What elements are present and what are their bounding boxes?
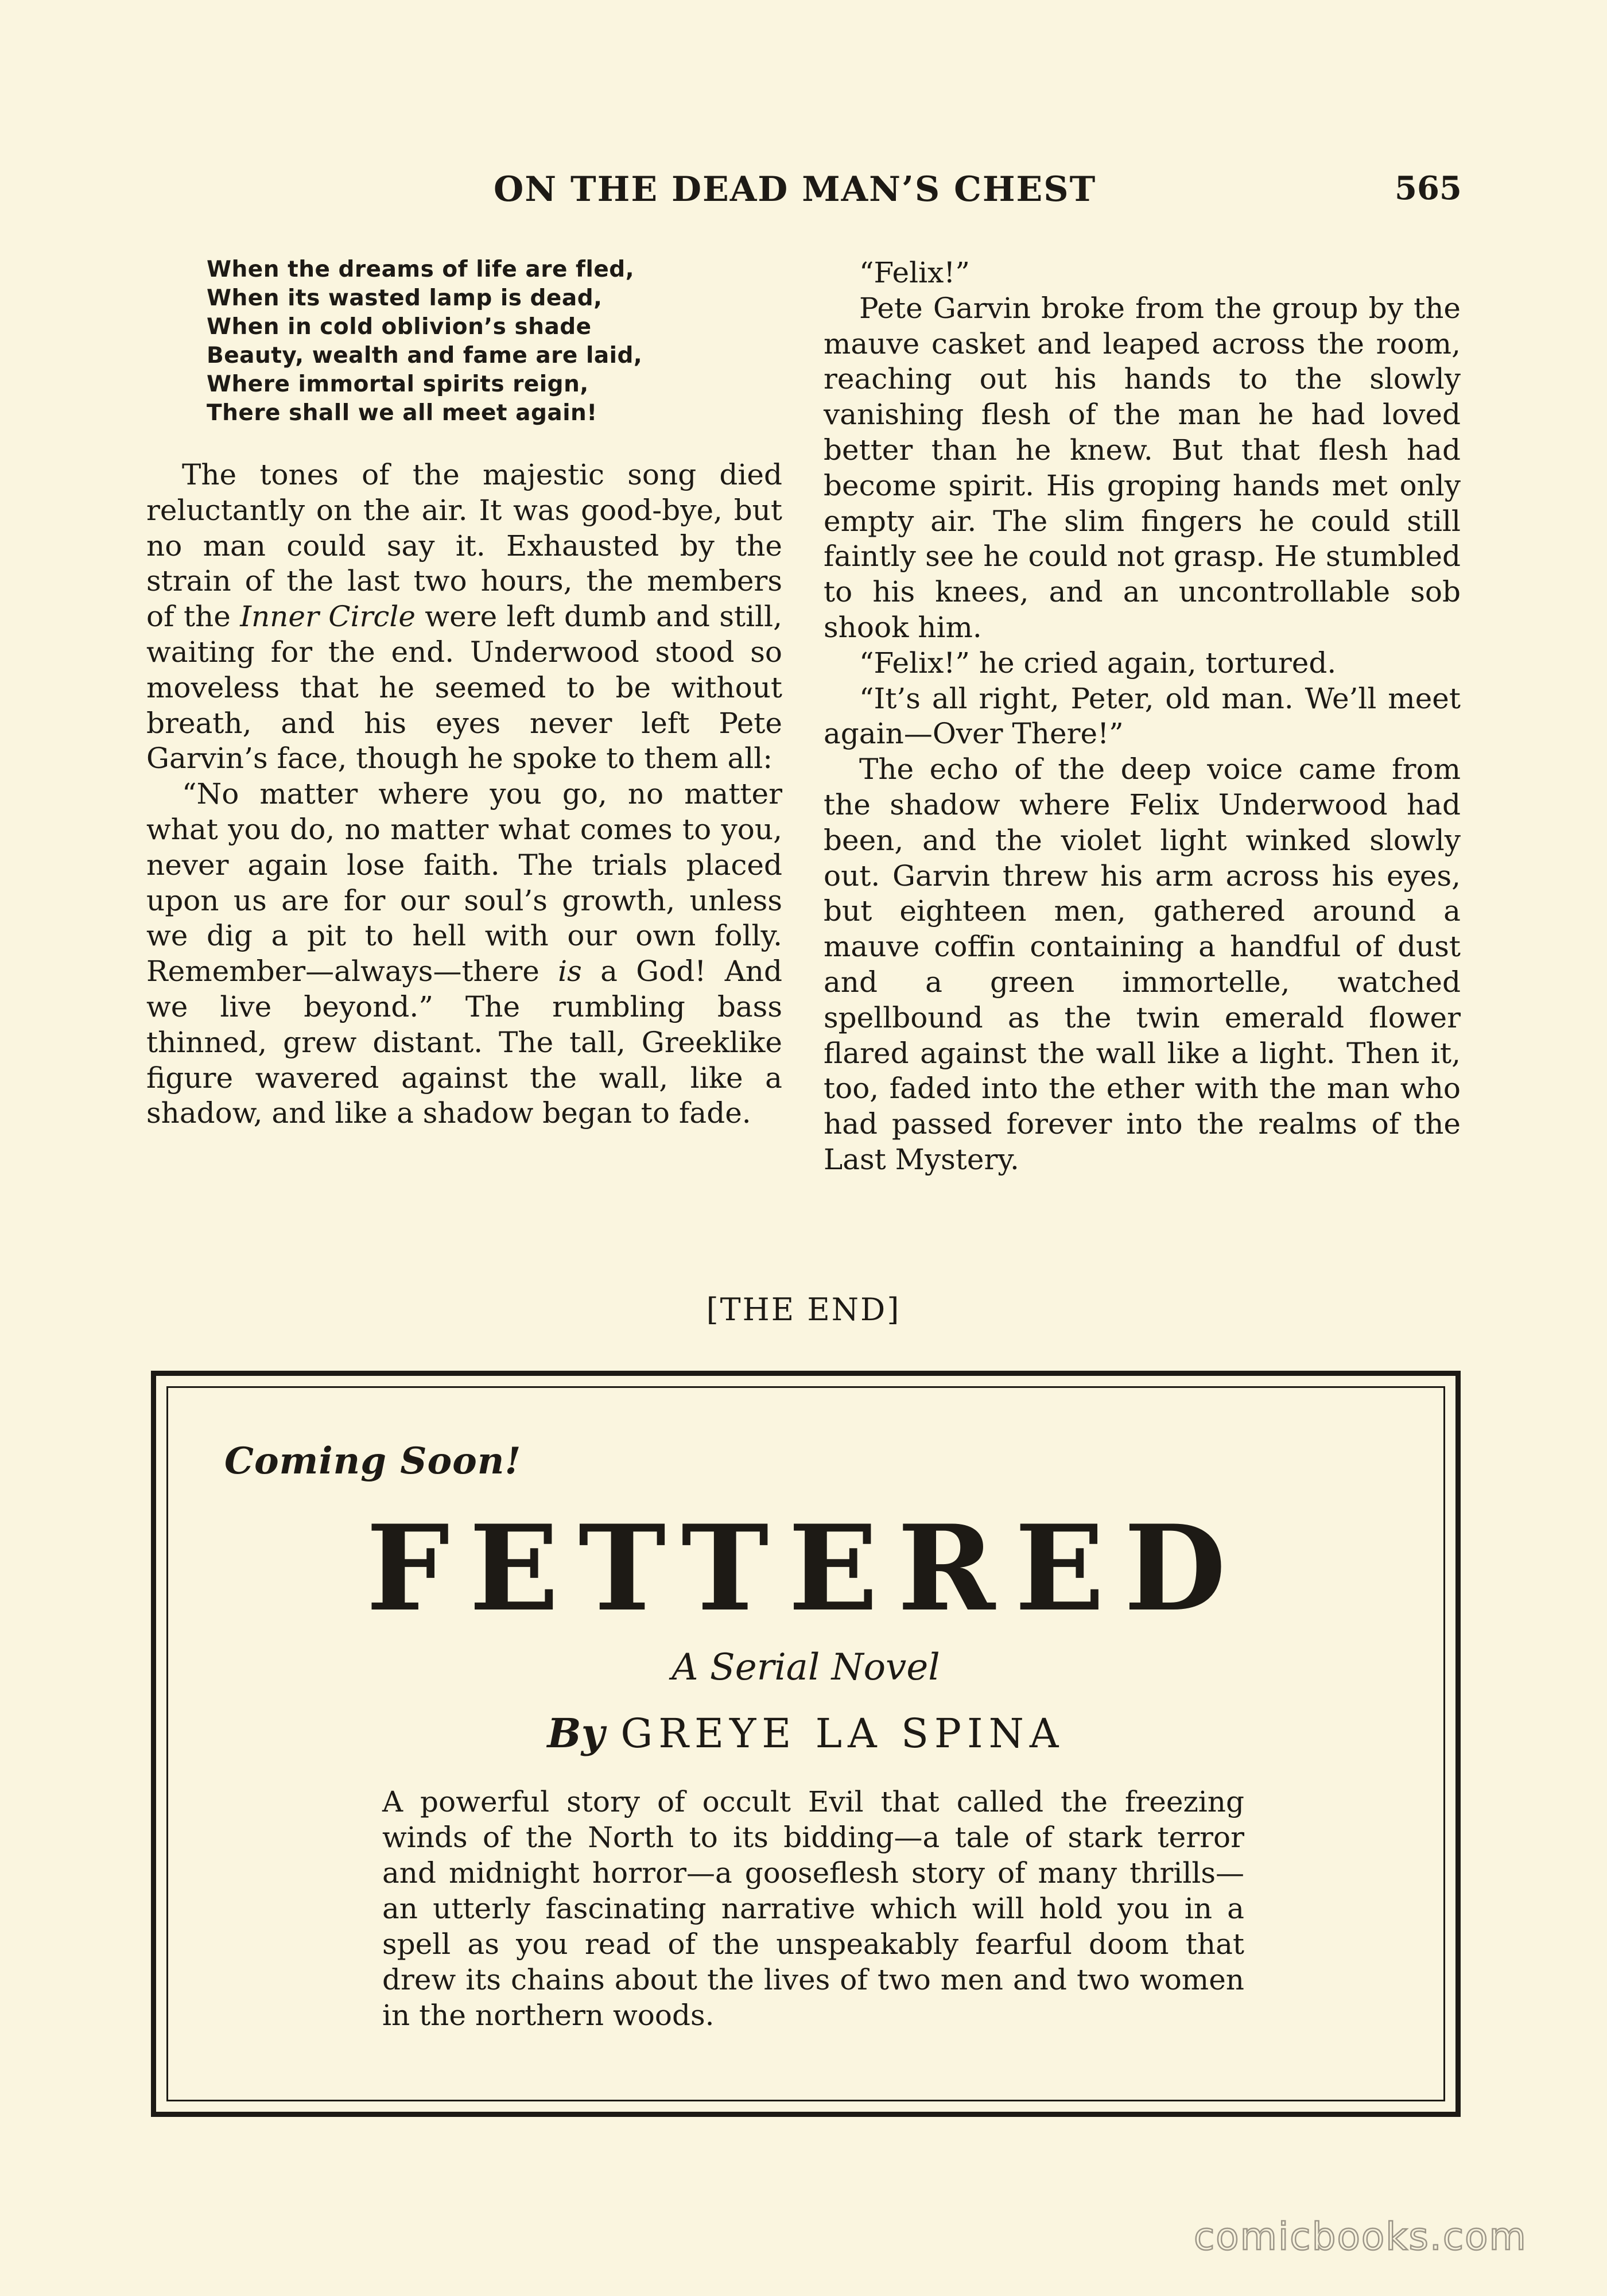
text-run: a God! And we live beyond.” The rumbling bass thinned, grew distant. The tall, Greeklike figure wavered against the wall, like a shadow, and like a shadow began to fade. [146,955,783,1130]
poem-line: Where immortal spirits reign, [207,371,589,397]
poem-line: When in cold oblivion’s shade [207,314,592,340]
coming-soon-label: Coming Soon! [224,1440,522,1483]
ad-byline [168,1709,1443,1757]
page-number: 565 [1395,169,1462,207]
the-end-marker: [THE END] [706,1292,901,1328]
right-column [824,255,1461,1178]
ad-inner-border [166,1386,1445,2101]
ad-title: FETTERED [366,1500,1246,1638]
ad-subtitle: A Serial Novel [671,1646,940,1689]
paragraph-song-ends [146,457,782,777]
text-run: were left dumb and still, waiting for the end. Underwood stood so moveless that he seemed to be without breath, and his eyes never left Pete Garvin’s face, though he spoke to them all: [146,600,783,775]
emphasis-is: is [558,955,582,988]
paragraph-felix-cry: “Felix!” [859,256,970,289]
paragraph-over-there: “It’s all right, Peter, old man. We’ll meet again—Over There!” [824,681,1461,751]
poem-line: When its wasted lamp is dead, [207,285,603,311]
running-title: ON THE DEAD MAN’S CHEST [494,169,1097,210]
emphasis-inner-circle: Inner Circle [240,600,416,634]
poem-line: Beauty, wealth and fame are laid, [207,343,643,369]
paragraph-garvin-leaps: Pete Garvin broke from the group by the mauve casket and leaped across the room, reaching out his hands to the slowly vanishing flesh of the man he had loved better than he knew. But that flesh had become spirit. His groping hands met only empty air. The slim fingers he could still faintly see he could not grasp. He stumbled to his knees, and an uncontrollable sob shook him. [824,291,1461,644]
coming-soon-ad [151,1371,1461,2117]
ad-blurb: A powerful story of occult Evil that called the freezing winds of the North to its bidding—a tale of stark terror and midnight horror—a gooseflesh story of many thrills—an utterly fascinating narrative which will hold you in a spell as you read of the unspeakably fearful doom that drew its chains about the lives of two men and two women in the northern woods. [382,1785,1244,2032]
text-run: “No matter where you go, no matter what you do, no matter what comes to you, never again lose faith. The trials placed upon us are for our soul’s growth, unless we dig a pit to hell with our own folly. Remember—always—there [146,777,782,988]
watermark: comicbooks.com [1194,2214,1527,2259]
poem-stanza [207,255,782,428]
by-label: By [547,1709,605,1757]
running-head [0,169,1607,215]
poem-line: There shall we all meet again! [207,400,597,426]
text-run: The tones of the majestic song died reluctantly on the air. It was good-bye, but no man could say it. Exhausted by the strain of the last two hours, the members of the [146,458,782,634]
paragraph-underwood-speech [146,777,782,1131]
left-column [146,255,782,1131]
poem-line: When the dreams of life are fled, [207,257,635,282]
paragraph-last-mystery: The echo of the deep voice came from the shadow where Felix Underwood had been, and the violet light winked slowly out. Garvin threw his arm across his eyes, but eighteen men, gathered around a mauve coffin containing a handful of dust and a green immortelle, watched spellbound as the twin emerald flower flared against the wall like a light. Then it, too, faded into the ether with the man who had passed forever into the realms of the Last Mystery. [824,753,1461,1176]
paragraph-cried-again: “Felix!” he cried again, tortured. [859,646,1337,680]
author-name: GREYE LA SPINA [620,1710,1065,1757]
